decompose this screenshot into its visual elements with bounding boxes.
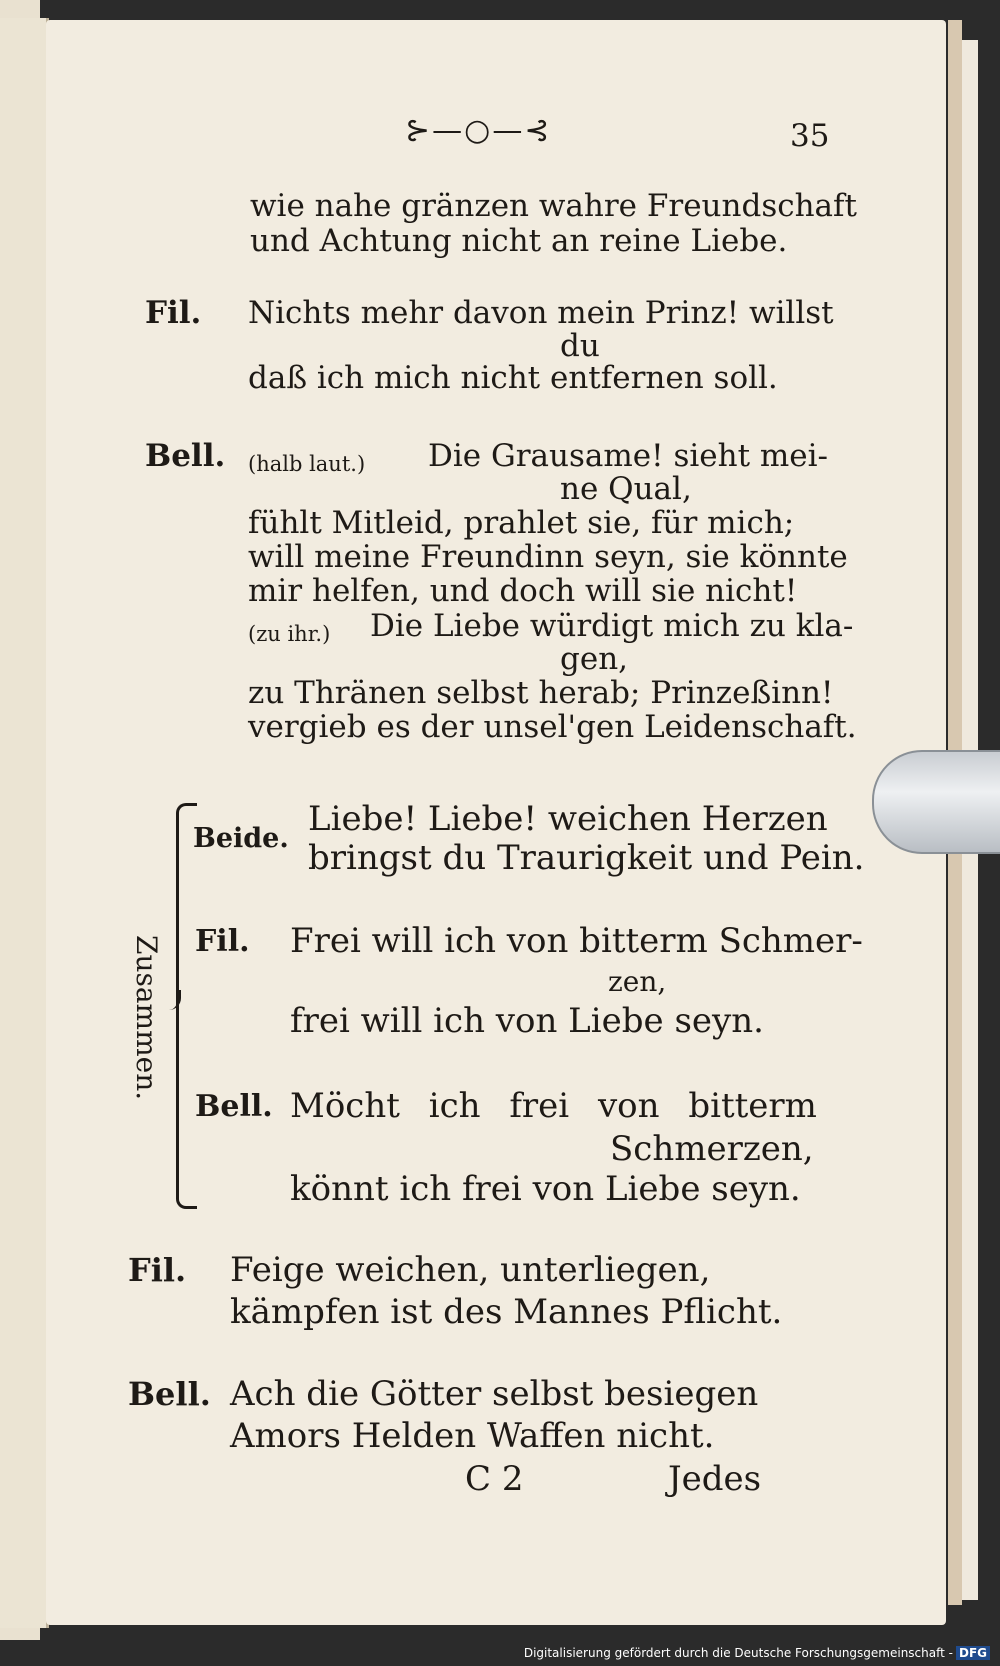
dfg-logo: DFG [956, 1646, 990, 1660]
text-line: und Achtung nicht an reine Liebe. [250, 223, 788, 259]
text-line: Frei will ich von bitterm Schmer- [290, 921, 863, 961]
brace [176, 803, 197, 1209]
page-number: 35 [790, 118, 830, 154]
page-clip [872, 750, 1000, 854]
text-line: Möcht ich frei von bitterm [290, 1086, 817, 1126]
text-line: daß ich mich nicht entfernen soll. [248, 360, 778, 396]
speaker-name: Bell. [195, 1089, 273, 1124]
text-line: Schmerzen, [610, 1129, 814, 1169]
text-line: Liebe! Liebe! weichen Herzen [308, 799, 828, 839]
text-line: Die Grausame! sieht mei- [428, 438, 829, 474]
text-line: kämpfen ist des Mannes Pflicht. [230, 1292, 783, 1332]
stage-direction: (halb laut.) [248, 452, 366, 476]
text-line: zu Thränen selbst herab; Prinzeßinn! [248, 675, 834, 711]
text-line: frei will ich von Liebe seyn. [290, 1001, 764, 1041]
speaker-name: Bell. [145, 438, 226, 474]
text-line: fühlt Mitleid, prahlet sie, für mich; [248, 505, 795, 541]
signature-mark: C 2 [465, 1459, 524, 1499]
text-line: mir helfen, und doch will sie nicht! [248, 573, 798, 609]
text-line: wie nahe gränzen wahre Freundschaft [250, 188, 857, 224]
footer-text: Digitalisierung gefördert durch die Deutsche Forschungsgemeinschaft - [523, 1646, 953, 1660]
speaker-name: Beide. [193, 823, 289, 854]
text-line: Die Liebe würdigt mich zu kla- [370, 608, 854, 644]
speaker-name: Fil. [145, 295, 202, 331]
text-line: gen, [560, 641, 629, 677]
text-line: könnt ich frei von Liebe seyn. [290, 1169, 801, 1209]
catchword: Jedes [668, 1459, 762, 1499]
header-ornament: ⊱—○—⊰ [405, 113, 552, 148]
speaker-name: Fil. [195, 924, 250, 959]
speaker-name: Bell. [128, 1375, 211, 1413]
stage-direction: (zu ihr.) [248, 622, 331, 646]
text-line: du [560, 328, 600, 364]
footer-credit [524, 1646, 990, 1660]
text-line: Nichts mehr davon mein Prinz! willst [248, 295, 834, 331]
previous-page-edge [0, 18, 49, 1628]
text-line: zen, [608, 965, 667, 998]
text-line: bringst du Traurigkeit und Pein. [308, 838, 865, 878]
speaker-name: Fil. [128, 1251, 187, 1289]
text-line: Ach die Götter selbst besiegen [230, 1374, 759, 1414]
text-line: Amors Helden Waffen nicht. [230, 1416, 715, 1456]
text-line: ne Qual, [560, 471, 692, 507]
brace-label: Zusammen. [130, 935, 163, 1101]
text-line: Feige weichen, unterliegen, [230, 1250, 711, 1290]
text-line: will meine Freundinn seyn, sie könnte [248, 539, 848, 575]
text-line: vergieb es der unsel'gen Leidenschaft. [248, 709, 857, 745]
